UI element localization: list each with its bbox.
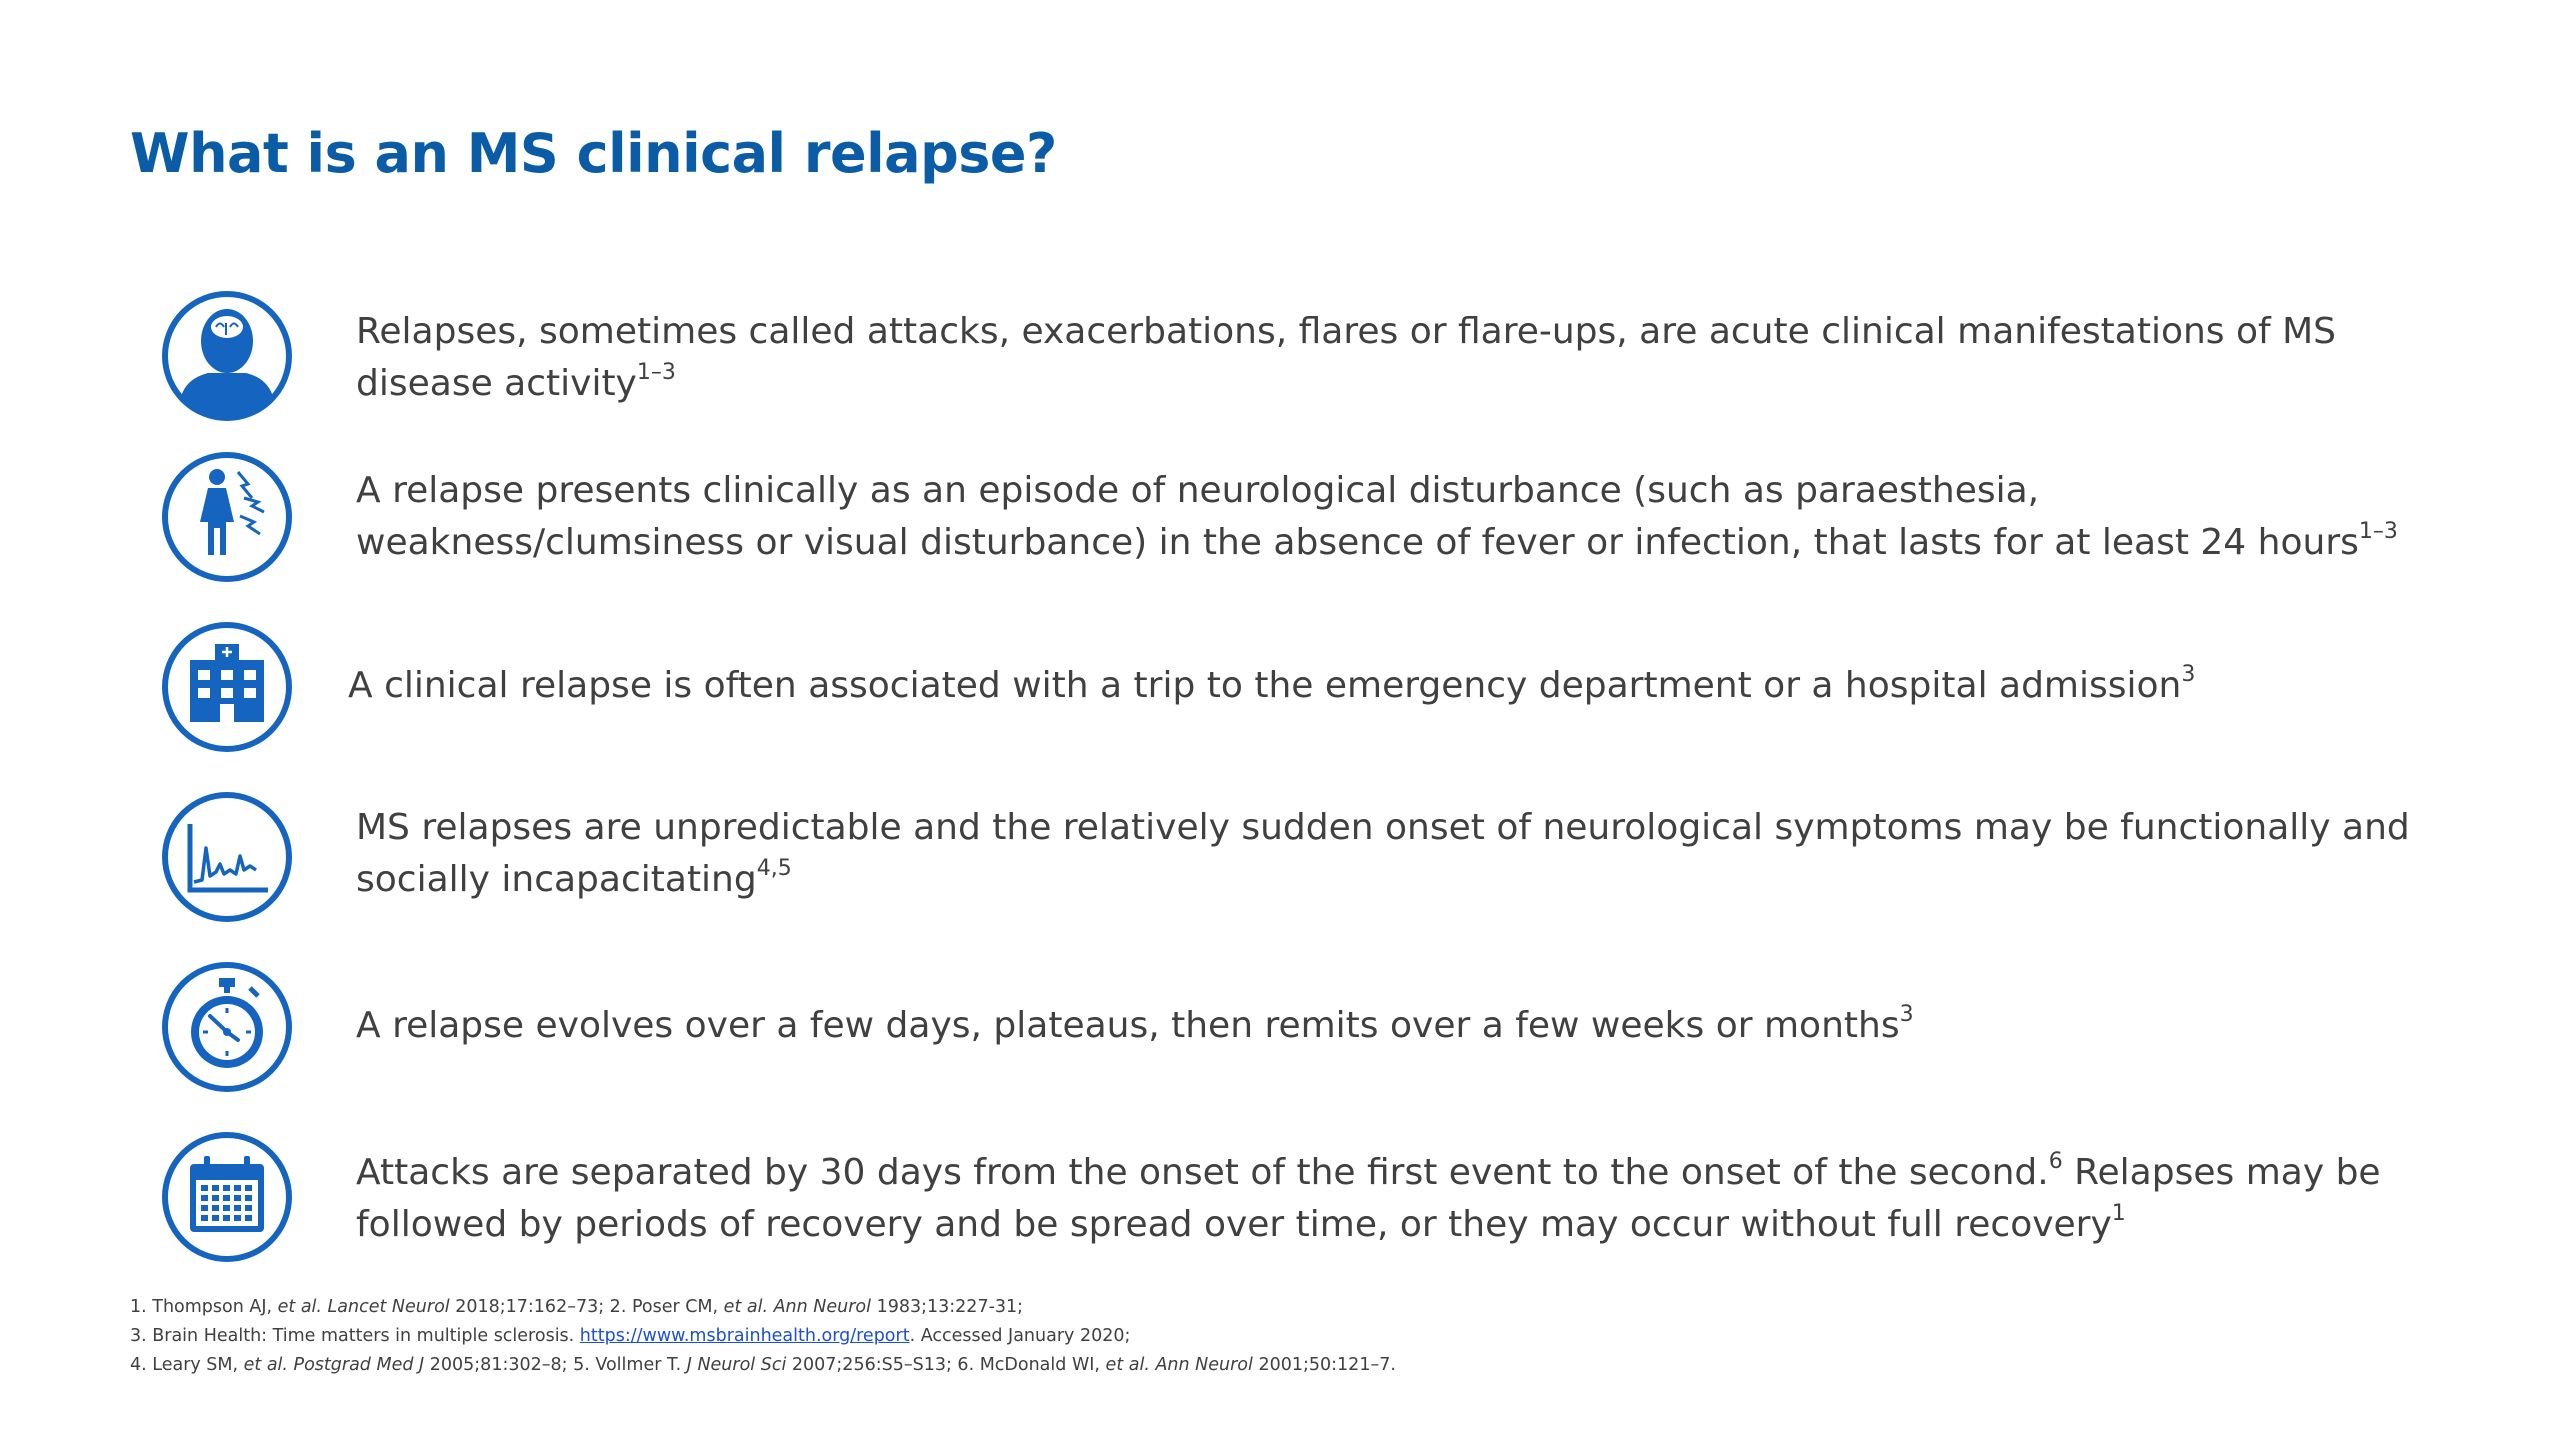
item-text: Relapses, sometimes called attacks, exacerbations, flares or flare-ups, are acute clinical manifestations of MS disease activity$^{1-3}$ — [356, 311, 2337, 404]
calendar-icon — [160, 1130, 294, 1264]
list-item — [0, 285, 2560, 425]
list-item — [0, 960, 2560, 1100]
head-brain-icon — [160, 289, 294, 423]
person-lightning-icon — [160, 450, 294, 584]
item-text: Attacks are separated by 30 days from the onset of the first event to the onset of the second.$^6$ Relapses may be followed by periods of recovery and be spread over time, or they may occur without full recovery$^1$ — [356, 1149, 2381, 1245]
item-text: A relapse evolves over a few days, plateaus, then remits over a few weeks or months$^3$ — [356, 1002, 1914, 1046]
report-link[interactable]: https://www.msbrainhealth.org/report — [579, 1326, 910, 1346]
slide-title: What is an MS clinical relapse? — [130, 122, 1057, 185]
list-item — [0, 620, 2560, 760]
hospital-icon — [160, 620, 294, 754]
reference-line: 1. Thompson AJ, et al. Lancet Neurol 2018;17:162–73; 2. Poser CM, et al. Ann Neurol 1983;13:227-31; — [130, 1297, 1024, 1317]
reference-line: 4. Leary SM, et al. Postgrad Med J 2005;81:302–8; 5. Vollmer T. J Neurol Sci 2007;256:S5–S13; 6. McDonald WI, et al. Ann Neurol 2001;50:121–7. — [130, 1355, 1396, 1375]
list-item — [0, 1130, 2560, 1270]
references — [130, 1293, 1396, 1380]
list-item — [0, 790, 2560, 930]
item-text: A relapse presents clinically as an episode of neurological disturbance (such as paraesthesia, weakness/clumsiness or visual disturbance) in the absence of fever or infection, that lasts for at least 24 hours$^{1-3}$ — [356, 470, 2398, 563]
item-text: MS relapses are unpredictable and the relatively sudden onset of neurological symptoms may be functionally and socially incapacitating$^{4,5}$ — [356, 807, 2410, 900]
item-text: A clinical relapse is often associated with a trip to the emergency department or a hospital admission$^3$ — [348, 662, 2196, 706]
line-chart-icon — [160, 790, 294, 924]
stopwatch-icon — [160, 960, 294, 1094]
reference-line: 3. Brain Health: Time matters in multiple sclerosis. https://www.msbrainhealth.org/report. Accessed January 2020; — [130, 1326, 1131, 1346]
list-item — [0, 450, 2560, 590]
